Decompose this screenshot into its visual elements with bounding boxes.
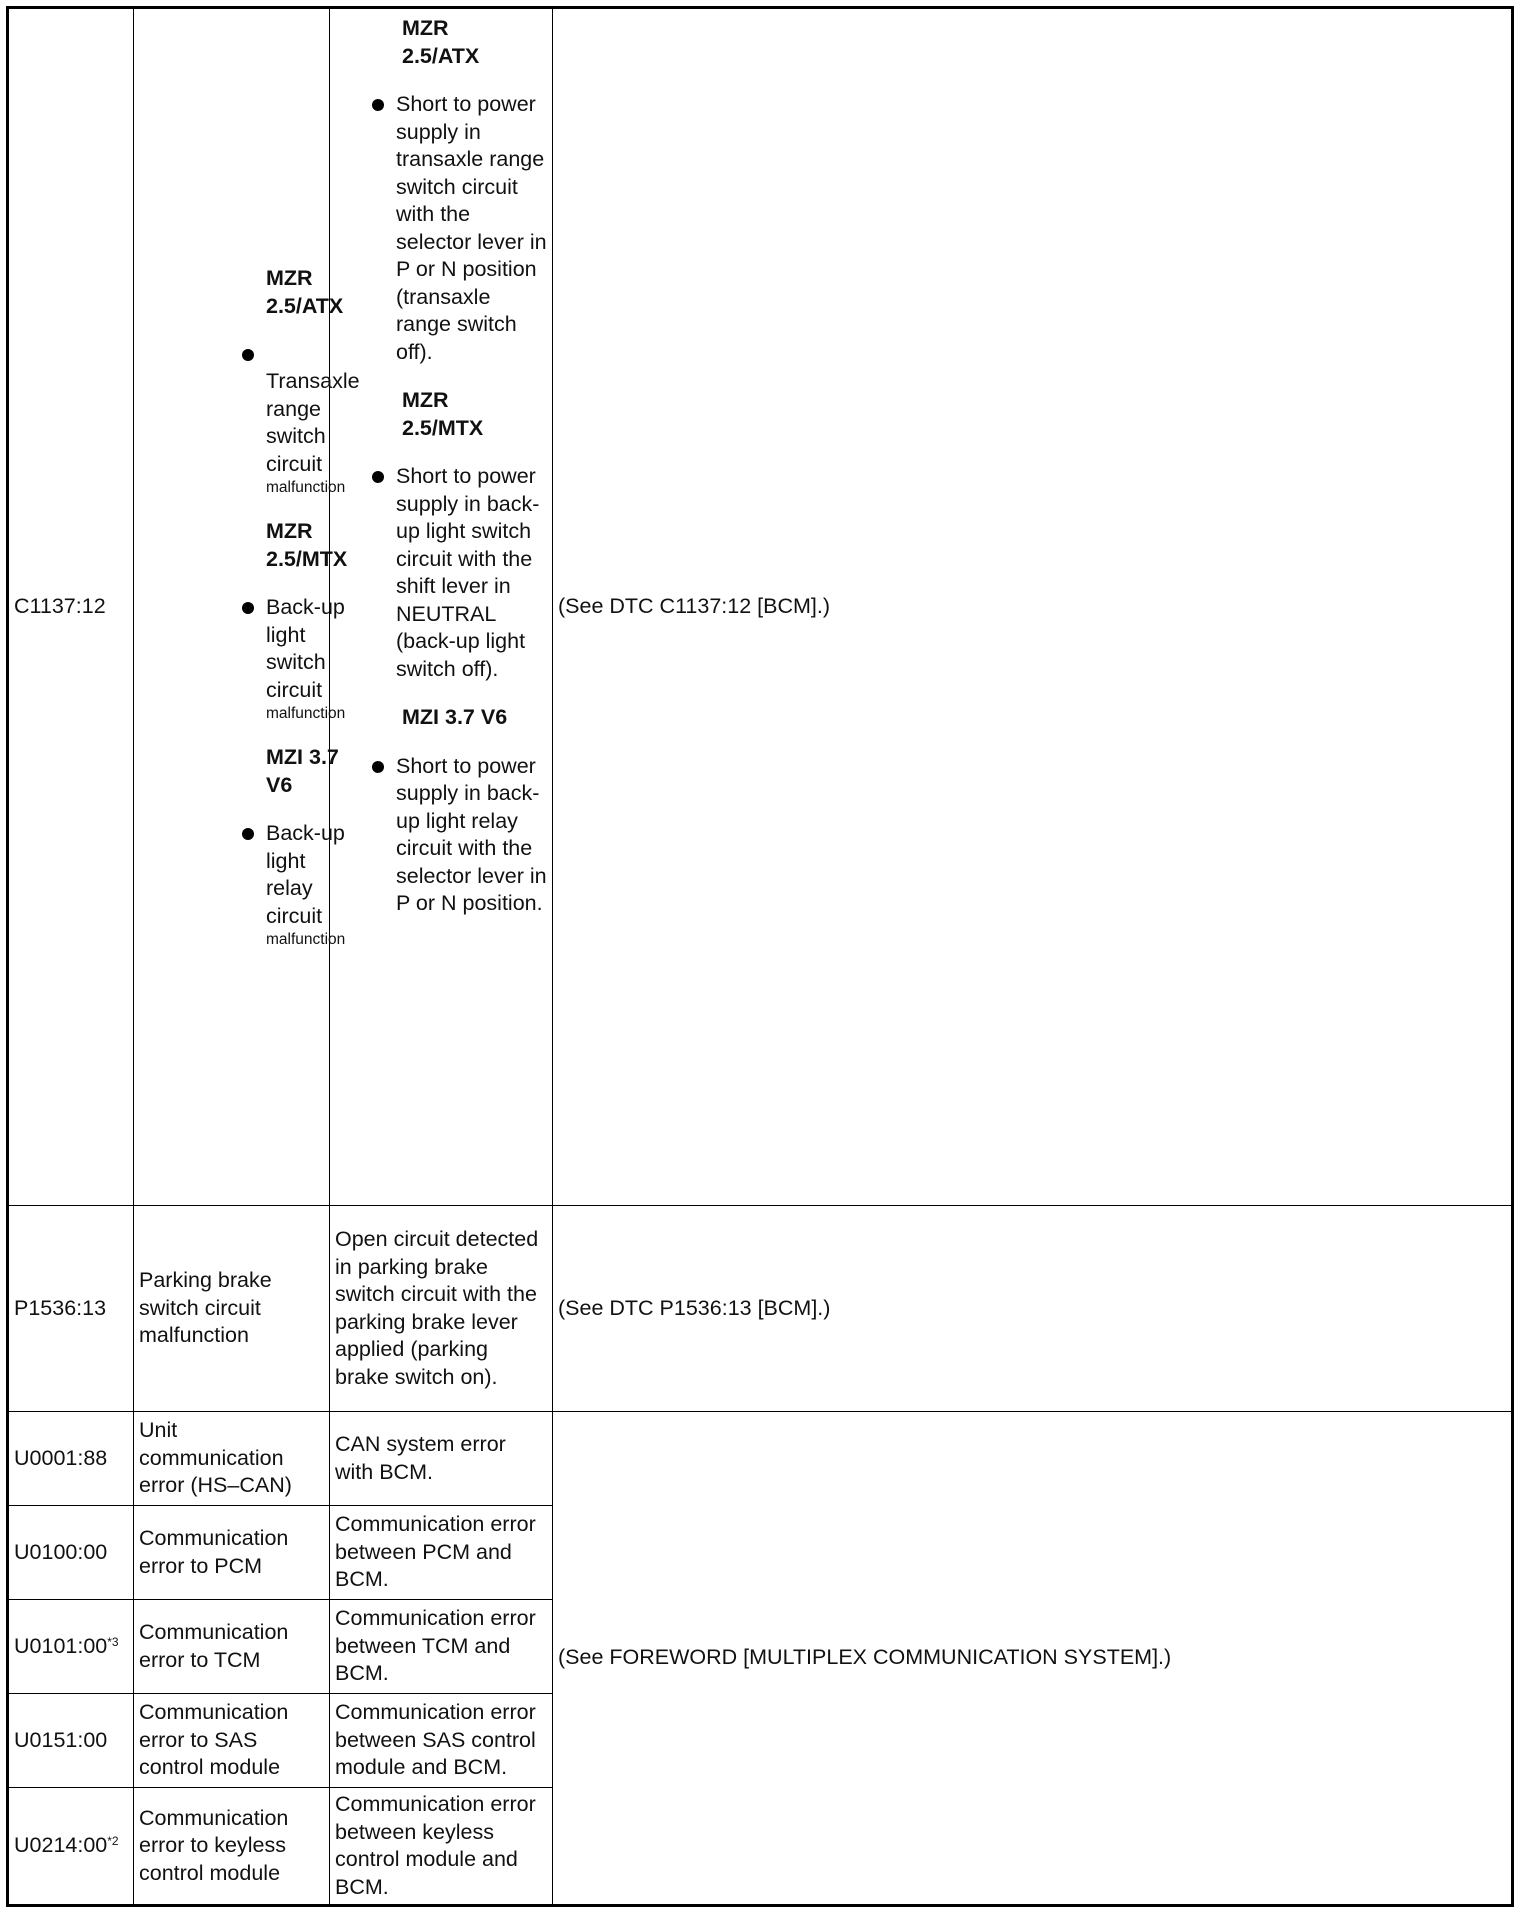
- list-item: [366, 753, 547, 918]
- dtc-description: Parking brake switch circuit malfunction: [134, 1206, 330, 1412]
- list-item-text: Back-up light relay circuit: [266, 821, 345, 928]
- dtc-condition: Communication error between SAS control module and BCM.: [330, 1694, 553, 1788]
- engine-variant-heading: MZR 2.5/ATX: [402, 16, 480, 68]
- footnote-marker: *3: [107, 1634, 119, 1649]
- dtc-condition: Open circuit detected in parking brake switch circuit with the parking brake lever applied (parking brake switch on).: [330, 1206, 553, 1412]
- list-item-text: Short to power supply in back-up light switch circuit with the shift lever in NEUTRAL (back-up light switch off).: [396, 464, 540, 681]
- list-item-text: Short to power supply in back-up light relay circuit with the selector lever in P or N position.: [396, 753, 547, 915]
- dtc-code: C1137:12: [8, 8, 134, 1206]
- dtc-table: [6, 6, 1514, 1907]
- table-row-u0001: [8, 1412, 1513, 1506]
- table-row-p1536: [8, 1206, 1513, 1412]
- bullet-icon: [236, 820, 266, 949]
- dtc-description: Communication error to SAS control module: [134, 1694, 330, 1788]
- dtc-action: (See DTC C1137:12 [BCM].): [553, 8, 1513, 1206]
- list-item: [366, 463, 547, 683]
- dtc-code: [8, 1600, 134, 1694]
- dtc-description: Communication error to keyless control module: [134, 1788, 330, 1906]
- list-item-note: malfunction: [266, 705, 346, 722]
- dtc-condition: [330, 8, 553, 1206]
- list-item-note: malfunction: [266, 479, 346, 496]
- dtc-action: (See FOREWORD [MULTIPLEX COMMUNICATION SYSTEM].): [553, 1412, 1513, 1906]
- list-item: [236, 341, 360, 497]
- list-item-text: Transaxle range switch circuit: [266, 369, 360, 476]
- list-item: [236, 820, 346, 949]
- engine-variant-heading: MZR 2.5/MTX: [266, 519, 348, 571]
- dtc-condition: Communication error between PCM and BCM.: [330, 1506, 553, 1600]
- bullet-icon: [366, 91, 396, 366]
- dtc-description: Communication error to TCM: [134, 1600, 330, 1694]
- dtc-condition: Communication error between TCM and BCM.: [330, 1600, 553, 1694]
- engine-variant-heading: MZI 3.7 V6: [266, 745, 339, 797]
- engine-variant-heading: MZR 2.5/ATX: [266, 266, 344, 318]
- footnote-marker: *2: [107, 1834, 119, 1849]
- list-item: [236, 594, 346, 723]
- dtc-code-text: U0214:00: [14, 1833, 108, 1858]
- dtc-condition: CAN system error with BCM.: [330, 1412, 553, 1506]
- dtc-code: P1536:13: [8, 1206, 134, 1412]
- dtc-code: U0151:00: [8, 1694, 134, 1788]
- list-item-text: Short to power supply in transaxle range switch circuit with the selector lever in P or N position (transaxle range switch off).: [396, 92, 547, 364]
- list-item: [366, 91, 547, 366]
- dtc-code-text: U0101:00: [14, 1633, 108, 1658]
- dtc-code: U0001:88: [8, 1412, 134, 1506]
- dtc-description: [134, 8, 360, 1206]
- dtc-code: U0100:00: [8, 1506, 134, 1600]
- dtc-description: Communication error to PCM: [134, 1506, 330, 1600]
- list-item-note: malfunction: [266, 931, 346, 948]
- bullet-icon: [236, 341, 266, 497]
- engine-variant-heading: MZI 3.7 V6: [402, 705, 508, 729]
- bullet-icon: [236, 594, 266, 723]
- list-item-text: Back-up light switch circuit: [266, 595, 345, 702]
- table-row-c1137: [8, 8, 1513, 1206]
- engine-variant-heading: MZR 2.5/MTX: [402, 388, 484, 440]
- dtc-condition: Communication error between keyless control module and BCM.: [330, 1788, 553, 1906]
- dtc-action: (See DTC P1536:13 [BCM].): [553, 1206, 1513, 1412]
- dtc-code: [8, 1788, 134, 1906]
- bullet-icon: [366, 753, 396, 918]
- dtc-description: Unit communication error (HS–CAN): [134, 1412, 330, 1506]
- bullet-icon: [366, 463, 396, 683]
